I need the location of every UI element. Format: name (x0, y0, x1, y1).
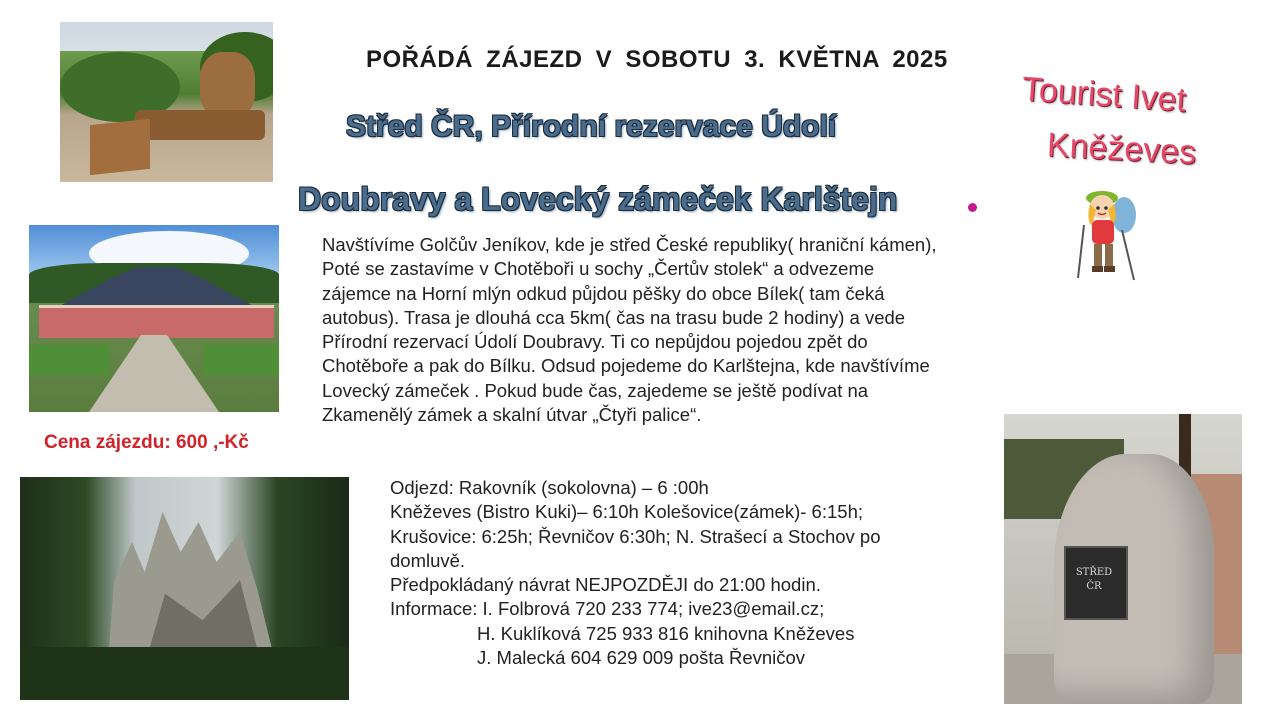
event-heading: POŘÁDÁ ZÁJEZD V SOBOTU 3. KVĚTNA 2025 (366, 46, 948, 73)
description-line: Poté se zastavíme v Chotěboři u sochy „Čertův stolek“ a odvezeme (322, 258, 875, 280)
plaque-text-line1: STŘED (1075, 567, 1113, 578)
description-line: zájemce na Horní mlýn odkud půjdou pěšky do obce Bílek( tam čeká (322, 282, 885, 304)
description-line: Přírodní rezervací Údolí Doubravy. Ti co nepůjdou pojedou zpět do (322, 331, 868, 353)
stops-info: domluvě. (390, 549, 466, 571)
decorative-dot (968, 203, 977, 212)
contact-info: J. Malecká 604 629 009 pošta Řevničov (477, 647, 806, 669)
description-line: Chotěboře a pak do Bílku. Odsud pojedeme do Karlštejna, kde navštívíme (322, 355, 930, 377)
photo-wooden-sculpture (60, 22, 273, 182)
photo-rock-formation (20, 477, 349, 700)
trip-schedule (390, 476, 881, 670)
stops-info: Krušovice: 6:25h; Řevničov 6:30h; N. Strašecí a Stochov po (390, 525, 881, 547)
brand-name-line2: Kněževes (1046, 126, 1198, 172)
contact-info: Informace: I. Folbrová 720 233 774; ive23@email.cz; (390, 598, 825, 620)
return-info: Předpokládaný návrat NEJPOZDĚJI do 21:00 hodin. (390, 574, 821, 596)
trip-description (322, 233, 1092, 427)
departure-info: Odjezd: Rakovník (sokolovna) – 6 :00h (390, 477, 709, 498)
contact-info: H. Kuklíková 725 933 816 knihovna Kněževes (477, 622, 855, 644)
description-line: Zkamenělý zámek a skalní útvar „Čtyři palice“. (322, 404, 702, 426)
trip-title-line1: Střed ČR, Přírodní rezervace Údolí (346, 110, 837, 143)
photo-hunting-lodge (29, 225, 279, 412)
trip-price: Cena zájezdu: 600 ,-Kč (44, 432, 249, 453)
description-line: Navštívíme Golčův Jeníkov, kde je střed České republiky( hraniční kámen), (322, 234, 937, 255)
description-line: autobus). Trasa je dlouhá cca 5km( čas na trasu bude 2 hodiny) a vede (322, 306, 906, 328)
brand-name-line1: Tourist Ivet (1020, 70, 1188, 120)
photo-center-stone (1004, 414, 1242, 704)
plaque-text-line2: ČR (1086, 581, 1102, 592)
trip-title-line2: Doubravy a Lovecký zámeček Karlštejn (298, 181, 898, 217)
description-line: Lovecký zámeček . Pokud bude čas, zajedeme se ještě podívat na (322, 379, 869, 401)
stops-info: Kněževes (Bistro Kuki)– 6:10h Kolešovice(zámek)- 6:15h; (390, 501, 863, 523)
